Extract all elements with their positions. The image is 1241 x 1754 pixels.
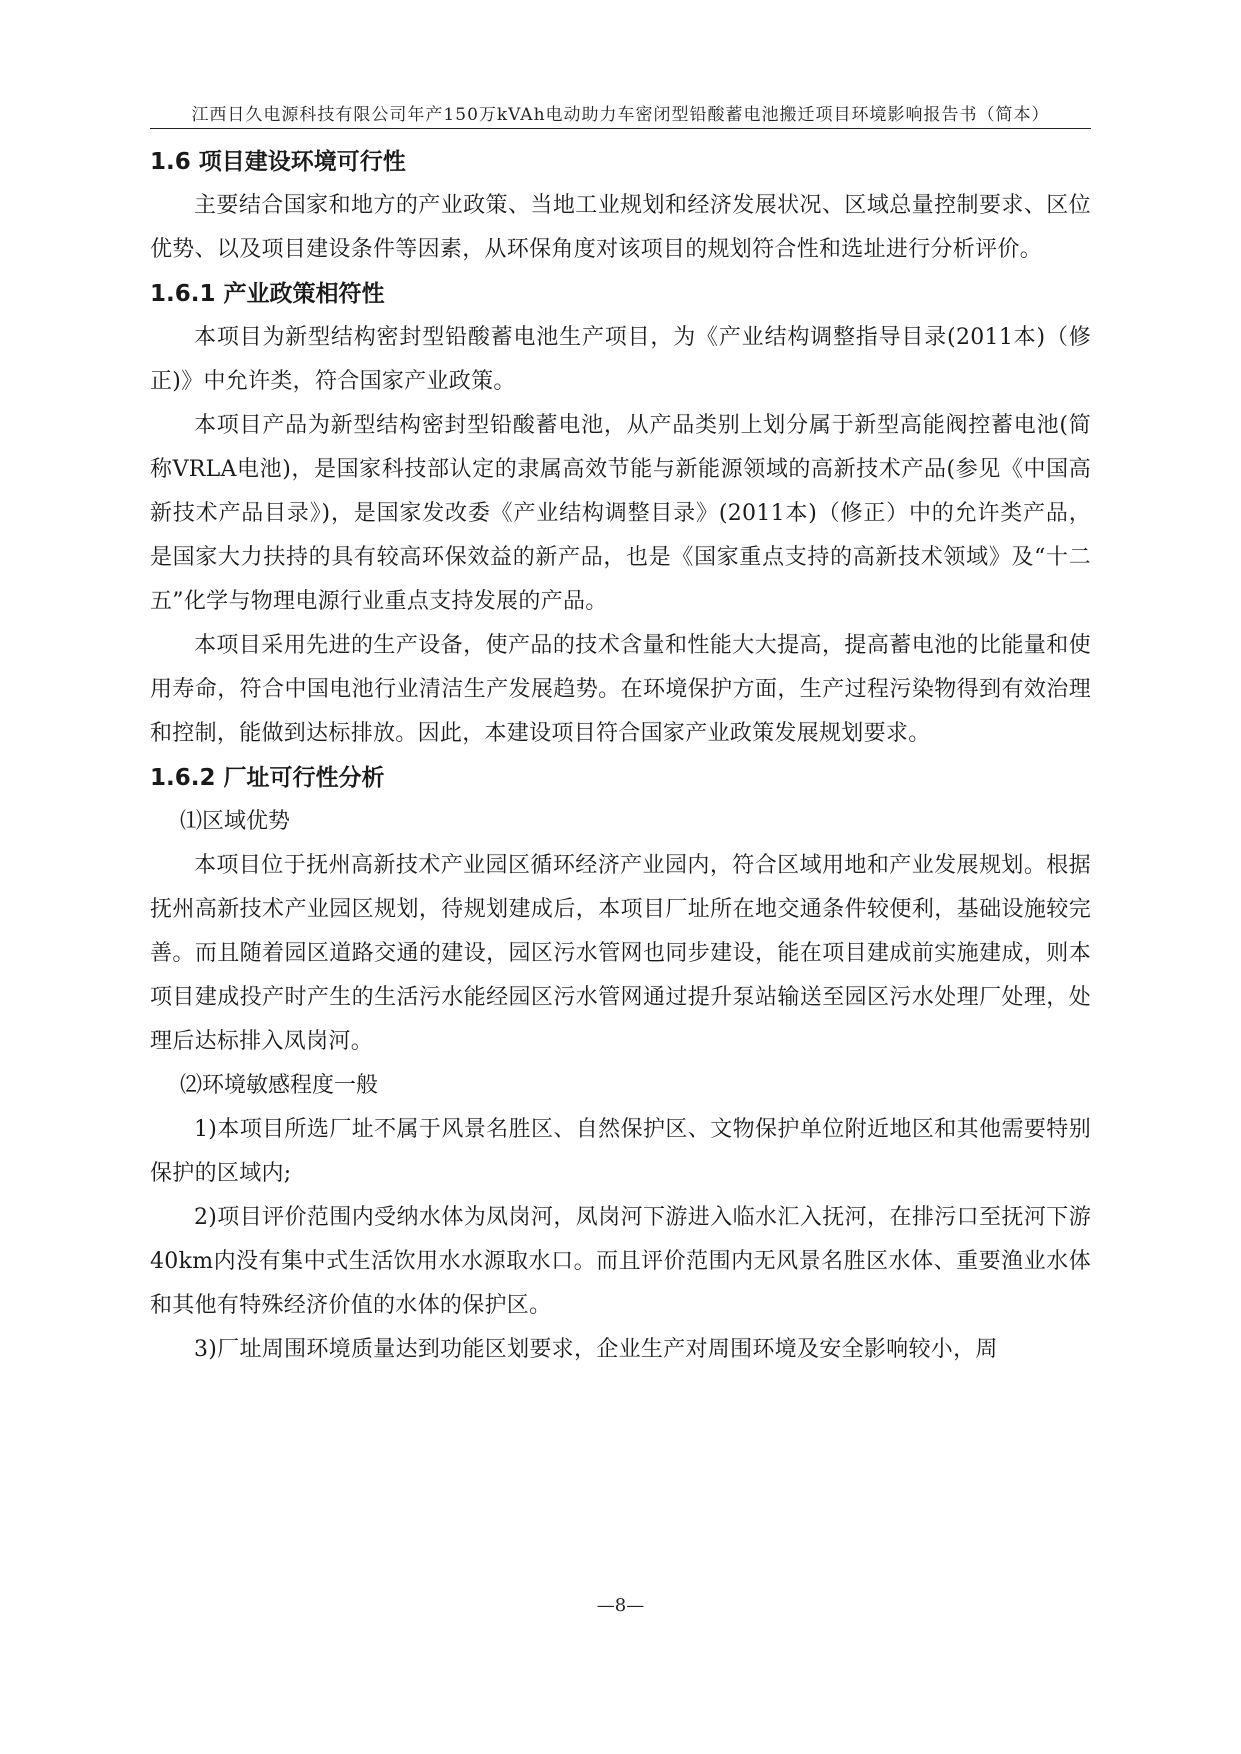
paragraph: 本项目产品为新型结构密封型铅酸蓄电池，从产品类别上划分属于新型高能阀控蓄电池(简称VRLA电池)，是国家科技部认定的隶属高效节能与新能源领域的高新技术产品(参见《中国高新技术产品目录》)，是国家发改委《产业结构调整目录》(2011本)（修正）中的允许类产品，是国家大力扶持的具有较高环保效益的新产品，也是《国家重点支持的高新技术领域》及“十二五”化学与物理电源行业重点支持发展的产品。 xyxy=(150,413,1091,614)
paragraph: 本项目位于抚州高新技术产业园区循环经济产业园内，符合区域用地和产业发展规划。根据抚州高新技术产业园区规划，待规划建成后，本项目厂址所在地交通条件较便利，基础设施较完善。而且随着园区道路交通的建设，园区污水管网也同步建设，能在项目建成前实施建成，则本项目建成投产时产生的生活污水能经园区污水管网通过提升泵站输送至园区污水处理厂处理，处理后达标排入凤岗河。 xyxy=(150,853,1091,1054)
subheading-environmental-sensitivity: ⑵环境敏感程度一般 xyxy=(180,1073,379,1098)
paragraph: 本项目采用先进的生产设备，使产品的技术含量和性能大大提高，提高蓄电池的比能量和使用寿命，符合中国电池行业清洁生产发展趋势。在环境保护方面，生产过程污染物得到有效治理和控制，能做到达标排放。因此，本建设项目符合国家产业政策发展规划要求。 xyxy=(150,633,1091,746)
document-header: 江西日久电源科技有限公司年产150万kVAh电动助力车密闭型铅酸蓄电池搬迁项目环境影响报告书（简本） xyxy=(191,105,1050,125)
section-heading-1-6: 1.6 项目建设环境可行性 xyxy=(150,149,406,175)
document-body xyxy=(150,140,1091,1372)
paragraph: 主要结合国家和地方的产业政策、当地工业规划和经济发展状况、区域总量控制要求、区位优势、以及项目建设条件等因素，从环保角度对该项目的规划符合性和选址进行分析评价。 xyxy=(150,193,1091,262)
subheading-regional-advantage: ⑴区域优势 xyxy=(180,809,291,834)
list-item: 1)本项目所选厂址不属于风景名胜区、自然保护区、文物保护单位附近地区和其他需要特别保护的区域内; xyxy=(150,1117,1091,1186)
paragraph: 本项目为新型结构密封型铅酸蓄电池生产项目，为《产业结构调整指导目录(2011本)（修正)》中允许类，符合国家产业政策。 xyxy=(150,325,1091,394)
section-heading-1-6-1: 1.6.1 产业政策相符性 xyxy=(150,281,385,307)
page-number: —8— xyxy=(596,1595,645,1616)
list-item: 3)厂址周围环境质量达到功能区划要求，企业生产对周围环境及安全影响较小，周 xyxy=(194,1337,998,1362)
section-heading-1-6-2: 1.6.2 厂址可行性分析 xyxy=(150,765,385,791)
list-item: 2)项目评价范围内受纳水体为凤岗河，凤岗河下游进入临水汇入抚河，在排污口至抚河下游40km内没有集中式生活饮用水水源取水口。而且评价范围内无风景名胜区水体、重要渔业水体和其他有特殊经济价值的水体的保护区。 xyxy=(150,1205,1091,1318)
header-divider xyxy=(150,128,1091,129)
